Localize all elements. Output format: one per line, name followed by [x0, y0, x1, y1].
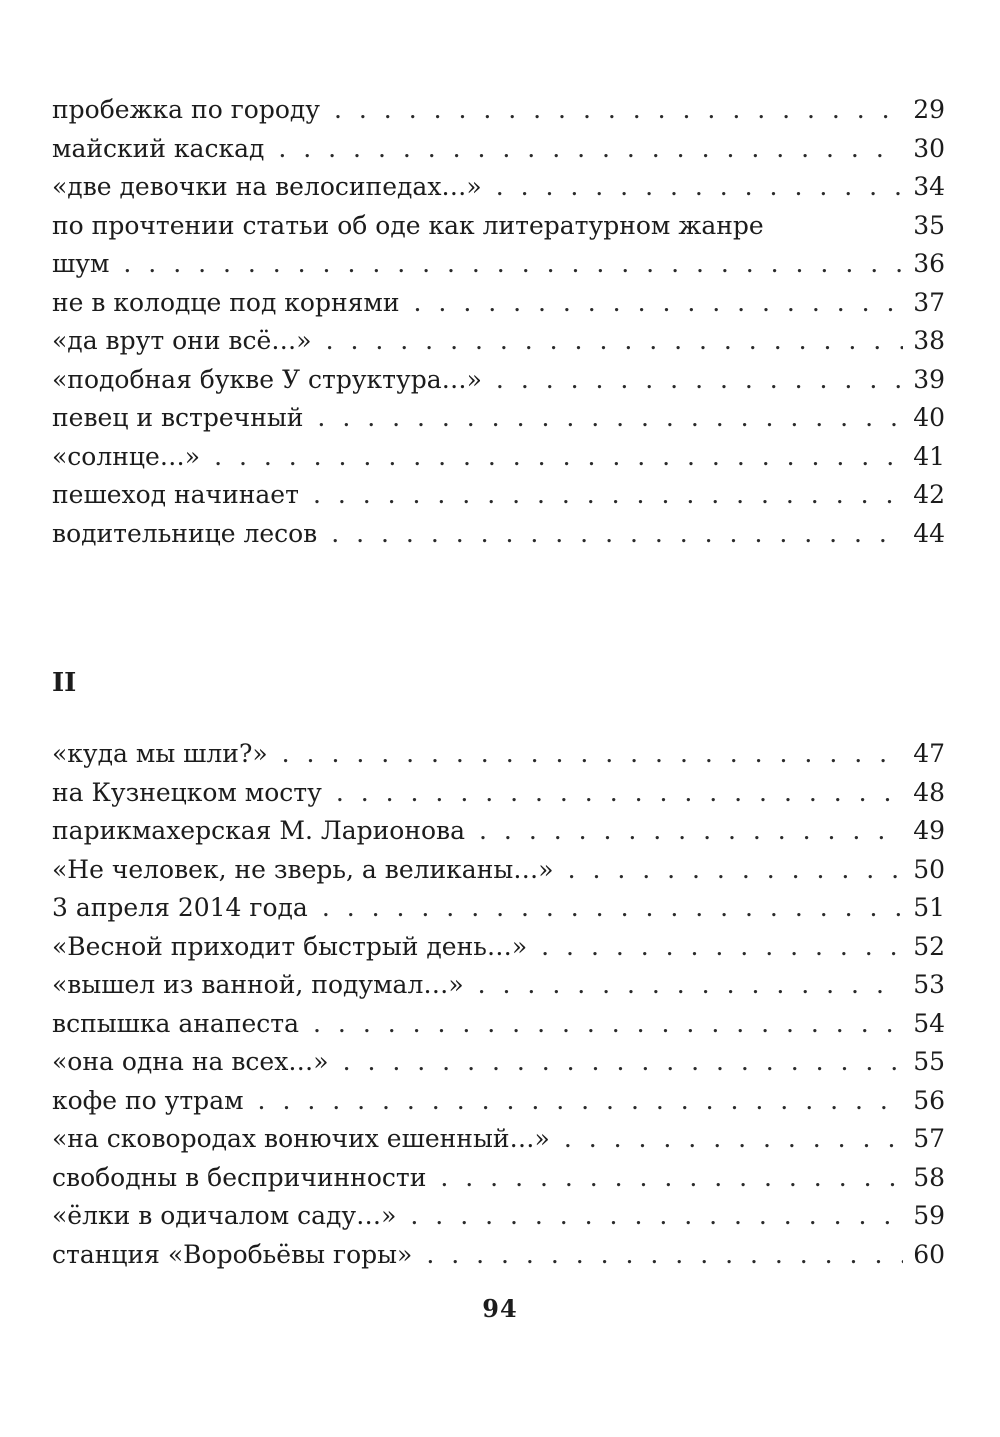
dot-leader — [322, 889, 903, 928]
toc-section-2 — [52, 735, 945, 1274]
toc-entry — [52, 966, 945, 1005]
toc-entry-page: 56 — [913, 1085, 945, 1115]
toc-entry — [52, 399, 945, 438]
toc-entry-title: 3 апреля 2014 года — [52, 893, 308, 922]
toc-entry-page: 53 — [913, 970, 945, 999]
toc-entry-page: 50 — [913, 854, 945, 884]
dot-leader — [282, 735, 903, 774]
toc-entry-title: пробежка по городу — [52, 95, 321, 124]
toc-entry — [52, 851, 945, 890]
toc-entry-page: 35 — [913, 210, 945, 240]
toc-entry-page: 58 — [913, 1162, 945, 1192]
dot-leader — [326, 322, 903, 361]
page-number: 94 — [482, 1294, 518, 1323]
dot-leader — [317, 399, 903, 438]
toc-entry-title: по прочтении статьи об оде как литературном жанре — [52, 210, 764, 240]
toc-entry-title: «подобная букве У структура…» — [52, 364, 482, 394]
toc-entry-title: парикмахерская М. Ларионова — [52, 816, 466, 845]
toc-entry-title: свободны в беспричинности — [52, 1162, 427, 1192]
dot-leader — [496, 361, 903, 400]
dot-leader — [313, 1005, 903, 1044]
toc-entry — [52, 1197, 945, 1236]
dot-leader — [496, 168, 903, 207]
dot-leader — [331, 515, 903, 554]
toc-entry — [52, 1236, 945, 1275]
toc-entry — [52, 168, 945, 207]
toc-entry-page: 47 — [913, 739, 945, 768]
dot-leader — [410, 1197, 903, 1236]
dot-leader — [414, 284, 903, 323]
toc-entry-title: пешеход начинает — [52, 480, 299, 509]
dot-leader — [258, 1082, 903, 1121]
toc-entry — [52, 91, 945, 130]
toc-entry-page: 34 — [913, 172, 945, 201]
toc-entry-title: майский каскад — [52, 133, 265, 163]
toc-entry-title: «она одна на всех…» — [52, 1047, 329, 1076]
toc-entry-page: 36 — [913, 249, 945, 278]
toc-entry-page: 55 — [913, 1047, 945, 1076]
toc-entry-title: шум — [52, 249, 110, 278]
toc-entry-page: 59 — [913, 1201, 945, 1230]
toc-entry-page: 40 — [913, 403, 945, 432]
toc-entry — [52, 1082, 945, 1121]
dot-leader — [278, 130, 903, 169]
toc-entry-title: «на сковородах вонючих ешенный…» — [52, 1124, 550, 1153]
toc-entry — [52, 1159, 945, 1198]
toc-section-1 — [52, 91, 945, 553]
toc-entry-title: «вышел из ванной, подумал…» — [52, 970, 464, 999]
toc-entry-page: 48 — [913, 777, 945, 807]
toc-entry-title: кофе по утрам — [52, 1085, 244, 1115]
toc-entry-page: 54 — [913, 1008, 945, 1038]
toc-entry-page: 39 — [913, 364, 945, 394]
toc-entry-title: не в колодце под корнями — [52, 287, 400, 317]
toc-entry-page: 49 — [913, 816, 945, 845]
toc-entry-title: «куда мы шли?» — [52, 739, 268, 768]
toc-entry-title: вспышка анапеста — [52, 1008, 300, 1038]
toc-entry-title: «да врут они всё…» — [52, 326, 312, 355]
toc-entry — [52, 928, 945, 967]
dot-leader — [440, 1159, 903, 1198]
toc-entry — [52, 1043, 945, 1082]
toc-entry-title: «две девочки на велосипедах…» — [52, 172, 482, 201]
toc-entry-title: «солнце…» — [52, 441, 201, 471]
toc-entry-page: 52 — [913, 931, 945, 961]
toc-entry — [52, 812, 945, 851]
toc-entry — [52, 515, 945, 554]
toc-entry-title: певец и встречный — [52, 403, 304, 432]
toc-entry-title: станция «Воробьёвы горы» — [52, 1239, 413, 1269]
dot-leader — [343, 1043, 903, 1082]
toc-entry-page: 38 — [913, 326, 945, 355]
toc-entry — [52, 361, 945, 400]
dot-leader — [478, 966, 903, 1005]
toc-entry — [52, 476, 945, 515]
dot-leader — [334, 91, 903, 130]
toc-entry-title: «ёлки в одичалом саду…» — [52, 1201, 397, 1230]
dot-leader — [123, 245, 903, 284]
toc-entry — [52, 889, 945, 928]
toc-entry-page: 51 — [913, 893, 945, 922]
toc-entry-page: 44 — [913, 518, 945, 548]
toc-entry-title: на Кузнецком мосту — [52, 777, 322, 807]
toc-entry-title: водительнице лесов — [52, 518, 318, 548]
toc-entry-title: «Весной приходит быстрый день…» — [52, 931, 528, 961]
toc-entry — [52, 207, 945, 246]
toc-entry — [52, 322, 945, 361]
toc-entry-page: 41 — [913, 441, 945, 471]
toc-entry-page: 37 — [913, 287, 945, 317]
toc-entry — [52, 735, 945, 774]
dot-leader — [479, 812, 903, 851]
dot-leader — [568, 851, 903, 890]
dot-leader — [541, 928, 903, 967]
toc-entry — [52, 130, 945, 169]
toc-entry — [52, 245, 945, 284]
toc-entry — [52, 284, 945, 323]
toc-entry — [52, 1120, 945, 1159]
toc-entry-title: «Не человек, не зверь, а великаны…» — [52, 854, 554, 884]
dot-leader — [336, 774, 903, 813]
toc-entry-page: 42 — [913, 480, 945, 509]
toc-entry — [52, 774, 945, 813]
dot-leader — [313, 476, 903, 515]
toc-entry — [52, 438, 945, 477]
toc-entry-page: 30 — [913, 133, 945, 163]
toc-entry-page: 60 — [913, 1239, 945, 1269]
section-heading: II — [52, 668, 77, 698]
toc-entry-page: 57 — [913, 1124, 945, 1153]
dot-leader — [214, 438, 903, 477]
dot-leader — [564, 1120, 903, 1159]
dot-leader — [426, 1236, 903, 1275]
toc-entry-page: 29 — [913, 95, 945, 124]
toc-entry — [52, 1005, 945, 1044]
